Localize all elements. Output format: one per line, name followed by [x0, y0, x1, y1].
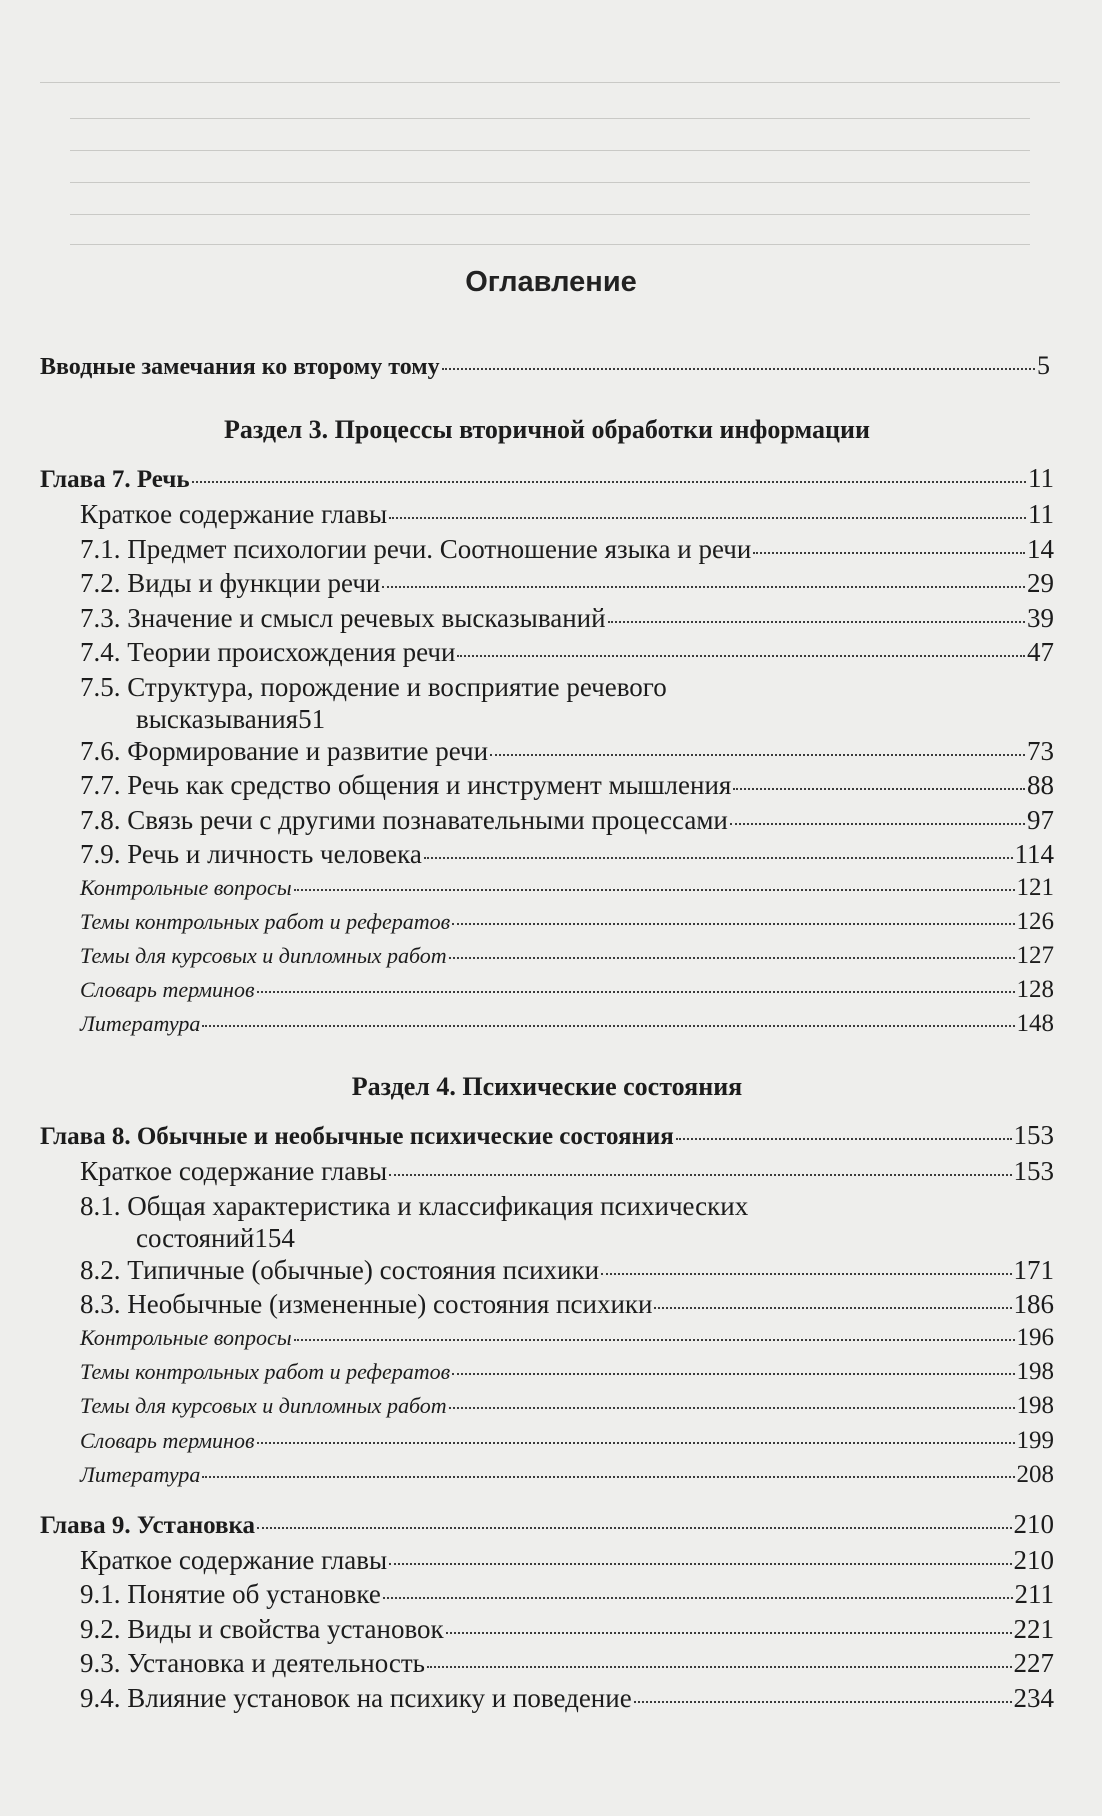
toc-page-number: 196 [1016, 1323, 1054, 1351]
toc-entry-label: Краткое содержание главы [80, 1156, 388, 1187]
toc-item-entry[interactable] [40, 603, 1054, 638]
toc-page-number: 199 [1016, 1426, 1054, 1454]
toc-chapter-entry[interactable] [40, 463, 1054, 499]
toc-page-number: 39 [1027, 602, 1054, 633]
dot-leader [654, 1307, 1011, 1309]
toc-entry-label: Глава 9. Установка [40, 1511, 256, 1539]
dot-leader [442, 368, 1035, 370]
dot-leader [676, 1138, 1012, 1140]
toc-page-number: 11 [1028, 463, 1054, 493]
toc-aux-entry[interactable] [40, 1358, 1054, 1392]
show-through-line [70, 150, 1030, 151]
toc-aux-entry[interactable] [40, 1324, 1054, 1358]
toc-page-number: 208 [1016, 1460, 1054, 1488]
dot-leader [389, 1174, 1011, 1176]
toc-entry-label: 8.1. Общая характеристика и классификация психических [80, 1190, 749, 1221]
dot-leader [452, 923, 1014, 925]
toc-entry-label: Темы контрольных работ и рефератов [80, 1359, 451, 1385]
toc-page-number: 51 [298, 703, 326, 734]
toc-entry-label: Темы для курсовых и дипломных работ [80, 942, 447, 968]
toc-page-number: 198 [1016, 1358, 1054, 1386]
dot-leader [457, 655, 1025, 657]
toc-entry-label: Глава 7. Речь [40, 466, 190, 493]
toc-aux-entry[interactable] [40, 942, 1054, 976]
dot-leader [389, 517, 1026, 519]
toc-entry-label: 7.7. Речь как средство общения и инструмент мышления [80, 770, 732, 800]
toc-entry-label: 7.6. Формирование и развитие речи [80, 735, 489, 766]
toc-item-entry[interactable] [40, 672, 1054, 736]
toc-entry-label-cont: высказывания [136, 703, 299, 734]
toc-page-number: 73 [1027, 735, 1054, 766]
toc-item-entry[interactable] [40, 534, 1054, 569]
section-heading: Раздел 3. Процессы вторичной обработки информации [224, 415, 870, 444]
toc-entry-label: 9.2. Виды и свойства установок [80, 1613, 444, 1644]
dot-leader [608, 621, 1025, 623]
show-through-line [70, 182, 1030, 183]
toc-aux-entry[interactable] [40, 1392, 1054, 1426]
toc-item-entry[interactable] [40, 1648, 1054, 1683]
toc-page-number: 153 [1013, 1120, 1054, 1151]
toc-aux-entry[interactable] [40, 1010, 1054, 1044]
toc-entry-label: Контрольные вопросы [80, 874, 292, 900]
dot-leader [202, 1025, 1014, 1027]
dot-leader [389, 1563, 1011, 1565]
toc-page-number: 126 [1016, 907, 1054, 935]
toc-page-number: 14 [1027, 533, 1054, 564]
show-through-line [70, 118, 1030, 119]
toc-chapter-entry[interactable] [40, 1120, 1054, 1156]
toc-page-number: 221 [1013, 1613, 1054, 1644]
toc-page-number: 121 [1016, 873, 1054, 901]
toc-entry-label: Словарь терминов [80, 1427, 255, 1453]
table-of-contents [40, 351, 1054, 1717]
toc-entry-label: Литература [80, 1011, 201, 1037]
dot-leader [424, 857, 1013, 859]
toc-entry-label: 7.1. Предмет психологии речи. Соотношение языка и речи [80, 533, 752, 564]
toc-entry-label: 7.4. Теории происхождения речи [80, 637, 456, 667]
dot-leader [634, 1701, 1012, 1703]
toc-page-number: 128 [1016, 976, 1054, 1004]
toc-entry-continuation [80, 704, 1054, 735]
toc-entry-label: 7.8. Связь речи с другими познавательными процессами [80, 804, 728, 835]
toc-aux-entry[interactable] [40, 1461, 1054, 1495]
dot-leader [294, 1339, 1015, 1341]
toc-item-entry[interactable] [40, 1579, 1054, 1614]
toc-entry-label: Краткое содержание главы [80, 1544, 388, 1575]
toc-page-number: 211 [1014, 1579, 1054, 1610]
toc-item-entry[interactable] [40, 637, 1054, 672]
toc-entry-label: Литература [80, 1461, 201, 1487]
toc-page-number: 47 [1027, 637, 1054, 667]
toc-entry-label: 8.2. Типичные (обычные) состояния психики [80, 1254, 600, 1285]
toc-page-number: 11 [1028, 499, 1054, 529]
toc-page-number: 29 [1027, 568, 1054, 598]
toc-page-number: 210 [1013, 1544, 1054, 1575]
toc-item-entry[interactable] [40, 1683, 1054, 1718]
dot-leader [294, 889, 1015, 891]
toc-aux-entry[interactable] [40, 874, 1054, 908]
toc-page-number: 5 [1037, 351, 1050, 380]
page-title: Оглавление [465, 266, 637, 298]
toc-item-entry[interactable] [40, 805, 1054, 840]
toc-item-entry[interactable] [40, 499, 1054, 534]
toc-entry-label: 9.4. Влияние установок на психику и поведение [80, 1682, 632, 1713]
toc-item-entry[interactable] [40, 1614, 1054, 1649]
toc-aux-entry[interactable] [40, 908, 1054, 942]
toc-page-number: 227 [1013, 1648, 1054, 1679]
toc-page-number: 127 [1016, 941, 1054, 969]
dot-leader [733, 788, 1025, 790]
toc-page-number: 148 [1016, 1010, 1054, 1038]
toc-item-entry[interactable] [40, 1156, 1054, 1191]
dot-leader [383, 1597, 1013, 1599]
toc-item-entry[interactable] [40, 839, 1054, 874]
toc-page-number: 97 [1027, 804, 1054, 835]
toc-entry-label: Вводные замечания ко второму тому [40, 354, 440, 380]
toc-page-number: 171 [1013, 1254, 1054, 1285]
toc-entry-label: 7.5. Структура, порождение и восприятие речевого [80, 671, 667, 702]
section-heading: Раздел 4. Психические состояния [351, 1072, 743, 1102]
dot-leader [449, 1407, 1015, 1409]
dot-leader [257, 1527, 1011, 1529]
dot-leader [753, 552, 1025, 554]
show-through-line [70, 244, 1030, 245]
toc-entry-label: 7.9. Речь и личность человека [80, 839, 422, 869]
dot-leader [257, 991, 1015, 993]
dot-leader [446, 1632, 1012, 1634]
toc-entry-label: Темы для курсовых и дипломных работ [80, 1393, 447, 1419]
dot-leader [427, 1666, 1012, 1668]
dot-leader [382, 586, 1025, 588]
toc-entry-label: Словарь терминов [80, 977, 255, 1003]
toc-entry-label: Темы контрольных работ и рефератов [80, 908, 451, 934]
show-through-line [70, 214, 1030, 215]
toc-entry-label: Глава 8. Обычные и необычные психические состояния [40, 1123, 674, 1151]
toc-page-number: 186 [1013, 1289, 1054, 1320]
toc-page-number: 234 [1013, 1682, 1054, 1713]
toc-entry-label-cont: состояний [136, 1222, 255, 1253]
toc-entry-label: 9.3. Установка и деятельность [80, 1648, 425, 1679]
show-through-line [40, 82, 1060, 83]
toc-item-entry[interactable] [40, 1255, 1054, 1290]
toc-item-entry[interactable] [40, 736, 1054, 771]
dot-leader [257, 1442, 1015, 1444]
toc-intro-entry[interactable] [40, 351, 1054, 387]
toc-entry-label: Краткое содержание главы [80, 499, 388, 529]
toc-page-number: 153 [1013, 1156, 1054, 1187]
toc-entry-label: Контрольные вопросы [80, 1324, 292, 1350]
toc-chapter-entry[interactable] [40, 1509, 1054, 1545]
dot-leader [449, 957, 1015, 959]
toc-page-number: 154 [254, 1222, 295, 1253]
toc-item-entry[interactable] [40, 770, 1054, 805]
toc-item-entry[interactable] [40, 1289, 1054, 1324]
toc-page-number: 88 [1027, 770, 1054, 800]
toc-entry-label: 7.2. Виды и функции речи [80, 568, 381, 598]
dot-leader [452, 1373, 1014, 1375]
dot-leader [490, 754, 1025, 756]
toc-entry-label: 8.3. Необычные (измененные) состояния психики [80, 1289, 653, 1320]
toc-page-number: 114 [1014, 839, 1054, 869]
toc-entry-label: 9.1. Понятие об установке [80, 1579, 381, 1610]
toc-item-entry[interactable] [40, 1191, 1054, 1255]
toc-page-number: 198 [1016, 1392, 1054, 1420]
dot-leader [202, 1476, 1014, 1478]
dot-leader [730, 823, 1025, 825]
toc-page-number: 210 [1013, 1508, 1054, 1539]
toc-item-entry[interactable] [40, 1545, 1054, 1580]
dot-leader [192, 481, 1026, 483]
toc-entry-continuation [80, 1223, 1054, 1254]
toc-aux-entry[interactable] [40, 976, 1054, 1010]
toc-entry-label: 7.3. Значение и смысл речевых высказываний [80, 602, 606, 633]
toc-aux-entry[interactable] [40, 1427, 1054, 1461]
dot-leader [601, 1273, 1011, 1275]
toc-item-entry[interactable] [40, 568, 1054, 603]
